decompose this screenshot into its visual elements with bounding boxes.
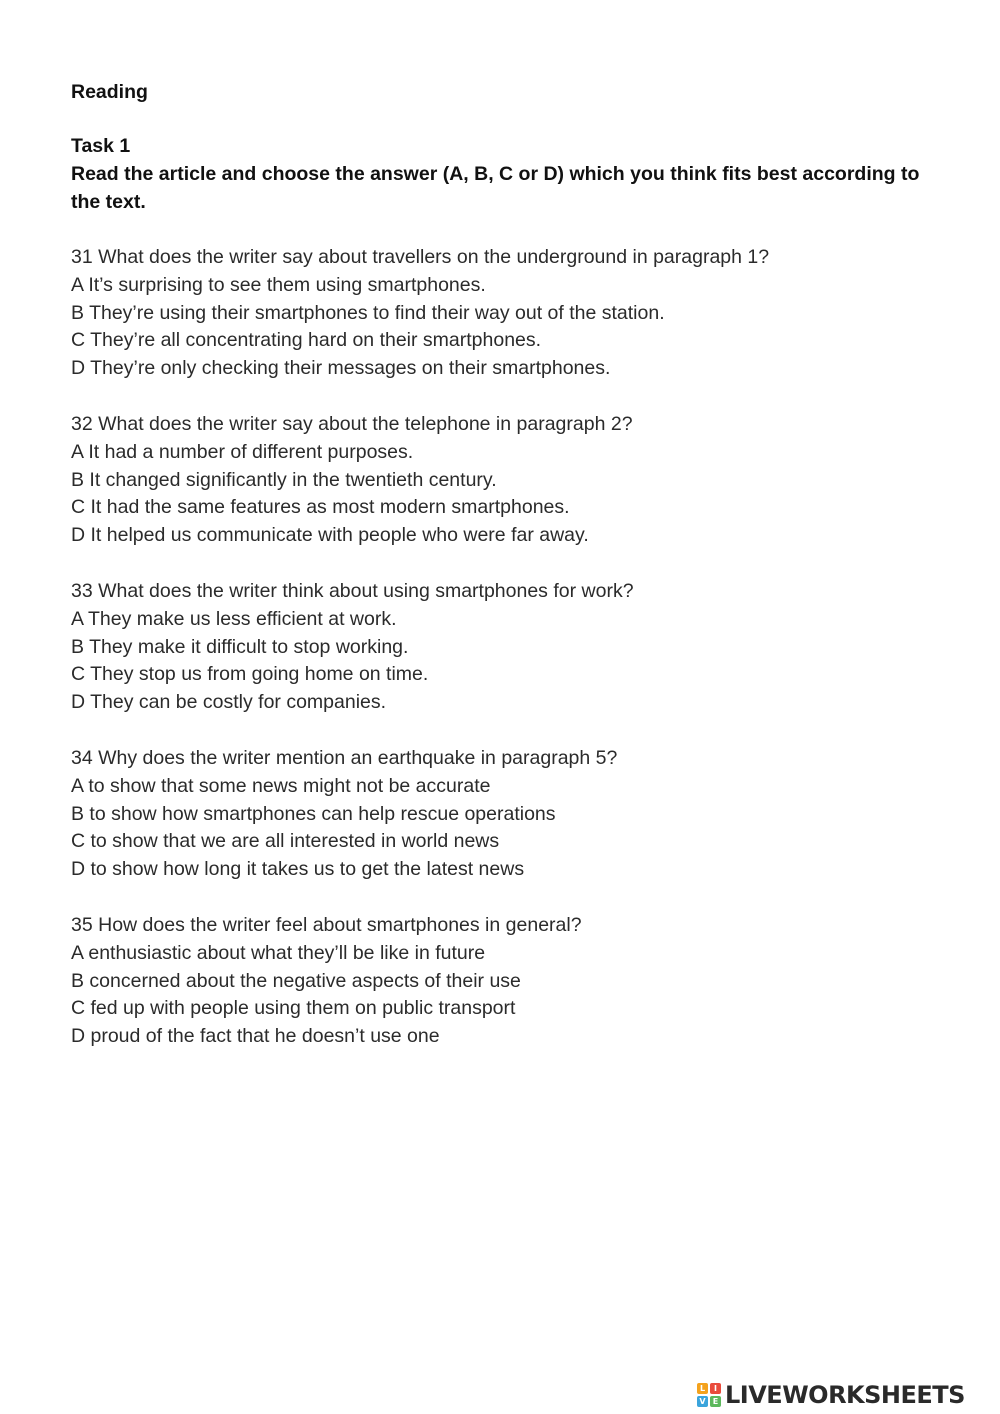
section-title: Reading <box>71 81 148 103</box>
answer-option[interactable]: A enthusiastic about what they’ll be like in future <box>71 941 486 964</box>
answer-option[interactable]: B They’re using their smartphones to find their way out of the station. <box>71 301 665 324</box>
logo-mark-tile: V <box>697 1396 708 1407</box>
logo-mark-tile: I <box>710 1383 721 1394</box>
answer-option[interactable]: B to show how smartphones can help rescue operations <box>71 802 556 825</box>
question-text: 33 What does the writer think about using smartphones for work? <box>71 579 634 602</box>
instructions-line-1: Read the article and choose the answer (A, B, C or D) which you think fits best according to <box>71 163 920 185</box>
logo-text: LIVEWORKSHEETS <box>725 1381 965 1409</box>
liveworksheets-logo <box>697 1381 965 1409</box>
answer-option[interactable]: B concerned about the negative aspects of their use <box>71 969 521 992</box>
liveworksheets-logo-icon <box>697 1383 721 1407</box>
answer-option[interactable]: B It changed significantly in the twentieth century. <box>71 468 497 491</box>
answer-option[interactable]: C They stop us from going home on time. <box>71 663 429 686</box>
question-text: 35 How does the writer feel about smartphones in general? <box>71 913 582 936</box>
answer-option[interactable]: C fed up with people using them on public transport <box>71 997 516 1020</box>
logo-mark-tile: E <box>710 1396 721 1407</box>
question-block <box>71 912 986 1051</box>
task-instructions <box>71 160 986 216</box>
worksheet-page <box>71 78 986 1051</box>
answer-option[interactable]: C It had the same features as most modern smartphones. <box>71 496 570 519</box>
task-block <box>71 132 986 216</box>
question-block <box>71 411 986 550</box>
question-block <box>71 244 986 383</box>
question-text: 31 What does the writer say about travellers on the underground in paragraph 1? <box>71 246 770 268</box>
answer-option[interactable]: C to show that we are all interested in world news <box>71 830 500 853</box>
answer-option[interactable]: D to show how long it takes us to get the latest news <box>71 858 525 881</box>
answer-option[interactable]: A It had a number of different purposes. <box>71 440 414 463</box>
question-text: 32 What does the writer say about the telephone in paragraph 2? <box>71 412 633 435</box>
answer-option[interactable]: C They’re all concentrating hard on their smartphones. <box>71 329 542 352</box>
answer-option[interactable]: D They can be costly for companies. <box>71 691 387 714</box>
answer-option[interactable]: D It helped us communicate with people who were far away. <box>71 524 589 547</box>
instructions-line-2: the text. <box>71 191 146 213</box>
question-block <box>71 578 986 717</box>
question-list <box>71 244 986 1051</box>
logo-mark-tile: L <box>697 1383 708 1394</box>
answer-option[interactable]: A It’s surprising to see them using smartphones. <box>71 273 486 296</box>
answer-option[interactable]: B They make it difficult to stop working. <box>71 635 409 658</box>
answer-option[interactable]: A They make us less efficient at work. <box>71 607 397 630</box>
question-text: 34 Why does the writer mention an earthquake in paragraph 5? <box>71 746 618 769</box>
answer-option[interactable]: A to show that some news might not be accurate <box>71 774 491 797</box>
question-block <box>71 745 986 884</box>
answer-option[interactable]: D proud of the fact that he doesn’t use one <box>71 1025 440 1048</box>
answer-option[interactable]: D They’re only checking their messages on their smartphones. <box>71 357 611 380</box>
task-label: Task 1 <box>71 135 131 157</box>
